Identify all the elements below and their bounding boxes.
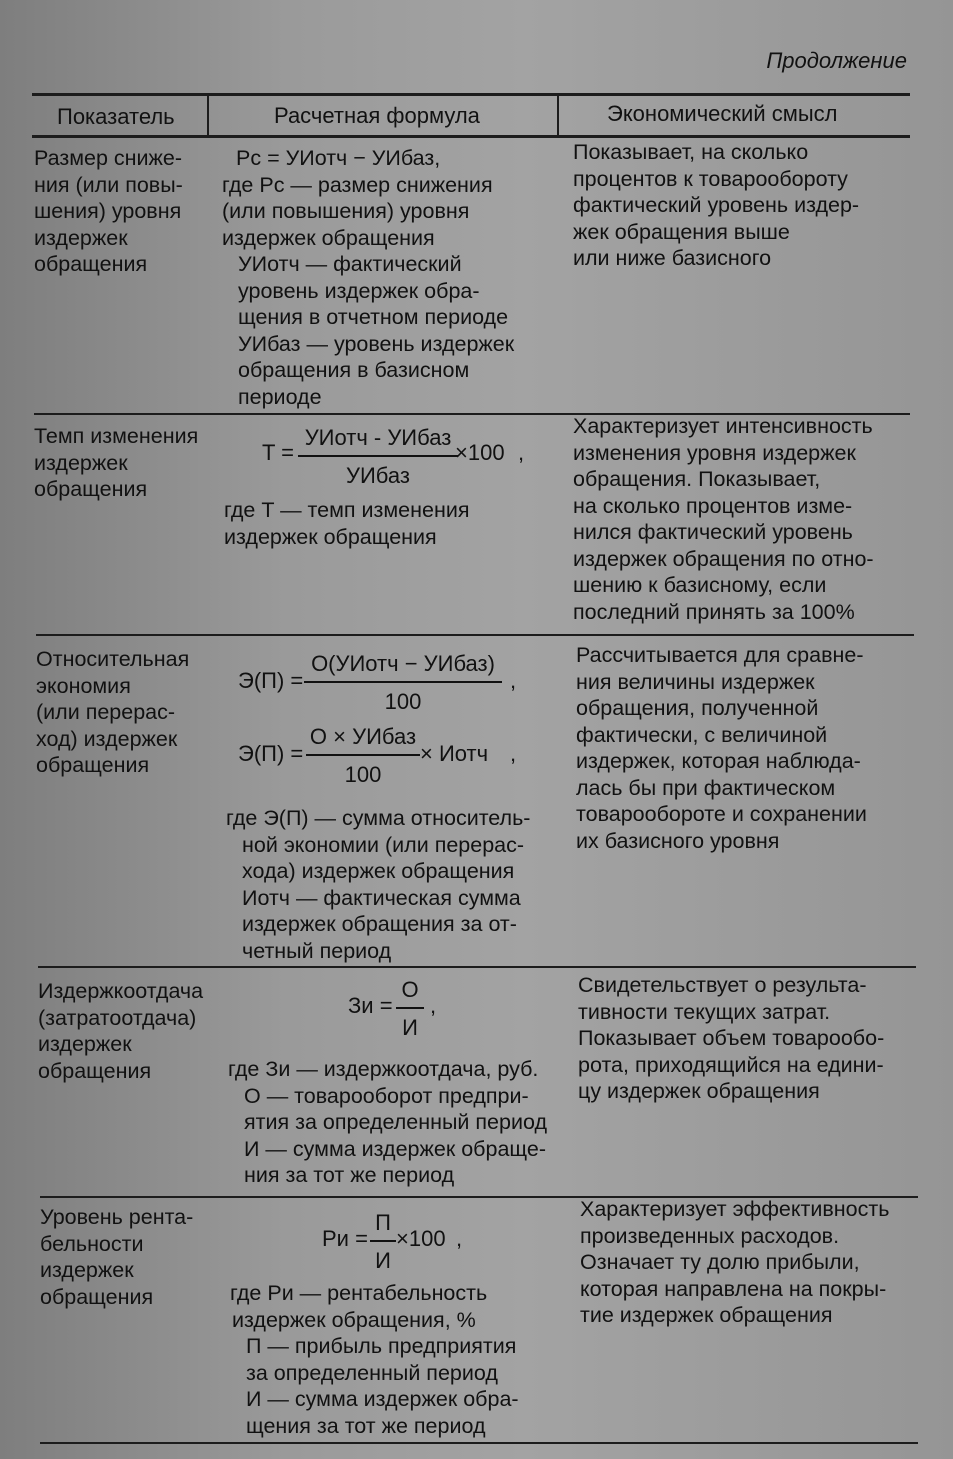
row5-formula-text: где Ри — рентабельность издержек обращения, % П — прибыль предприятия за определенный период И — сумма издержек обра- щения за тот же период bbox=[230, 1281, 519, 1438]
row-divider-2 bbox=[36, 634, 914, 636]
row5-formula-numerator: П bbox=[375, 1210, 391, 1235]
header-divider-1 bbox=[207, 93, 209, 137]
row3-meaning: Рассчитывается для сравне- ния величины издержек обращения, полученной фактически, с величиной издержек, которая наблюда- лась бы при фактическом товарообороте и сохранении их базисного уровня bbox=[576, 643, 867, 853]
header-meaning: Экономический смысл bbox=[607, 101, 838, 126]
row4-indicator: Издержкоотдача (затратоотдача) издержек обращения bbox=[38, 979, 204, 1083]
row3-formula1-denominator: 100 bbox=[384, 689, 422, 714]
row1-formula: Pc = УИотч − УИбаз, где Pc — размер снижения (или повышения) уровня издержек обращения УИотч — фактический уровень издержек обра- щения в отчетном периоде УИбаз — уровень издержек обращения в базисном периоде bbox=[222, 146, 515, 409]
row5-formula-bar bbox=[370, 1240, 396, 1242]
row3-formula1-fraction bbox=[304, 651, 502, 715]
row3-formula2-bar bbox=[306, 754, 420, 756]
row3-formula-text: где Э(П) — сумма относитель- ной экономии (или перерас- хода) издержек обращения Иотч — фактическая сумма издержек обращения за от- четный период bbox=[226, 806, 531, 963]
row4-formula-text: где Зи — издержкоотдача, руб. О — товарооборот предпри- ятия за определенный период И — сумма издержек обраще- ния за тот же период bbox=[228, 1057, 548, 1187]
row2-formula-bar bbox=[298, 455, 458, 457]
row3-formula1-comma: , bbox=[510, 668, 517, 693]
row3-formula2-comma: , bbox=[510, 741, 517, 766]
table-top-rule bbox=[32, 93, 910, 96]
row4-formula-numerator: О bbox=[401, 977, 419, 1002]
row5-formula-lhs: Ри = bbox=[322, 1226, 368, 1251]
row2-formula-denominator: УИбаз bbox=[346, 463, 410, 488]
row4-formula-lhs: Зи = bbox=[348, 993, 393, 1018]
row5-formula-denominator: И bbox=[375, 1248, 391, 1273]
header-formula: Расчетная формула bbox=[274, 103, 480, 128]
header-indicator: Показатель bbox=[57, 104, 175, 129]
row3-formula2-lhs: Э(П) = bbox=[238, 741, 304, 766]
row3-formula2-numerator: О × УИбаз bbox=[309, 724, 417, 749]
row2-meaning: Характеризует интенсивность изменения уровня издержек обращения. Показывает, на сколько процентов изме- нился фактический уровень издержек обращения по отно- шению к базисному, если последний принять за 100% bbox=[573, 414, 874, 624]
row-divider-3 bbox=[38, 966, 916, 968]
row2-formula-numerator: УИотч - УИбаз bbox=[304, 425, 452, 450]
row3-indicator: Относительная экономия (или перерас- ход) издержек обращения bbox=[36, 647, 190, 777]
row2-formula-fraction bbox=[298, 425, 458, 489]
row4-formula-bar bbox=[396, 1007, 424, 1009]
row4-meaning: Свидетельствует о результа- тивности текущих затрат. Показывает объем товарообо- рота, приходящийся на едини- цу издержек обращения bbox=[578, 973, 885, 1103]
table-bottom-rule bbox=[40, 1442, 918, 1444]
header-bottom-rule bbox=[32, 135, 910, 138]
header-divider-2 bbox=[557, 93, 559, 137]
row1-indicator: Размер сниже- ния (или повы- шения) уровня издержек обращения bbox=[34, 146, 183, 276]
row5-formula-fraction bbox=[370, 1210, 396, 1274]
row5-indicator: Уровень рента- бельности издержек обращения bbox=[40, 1205, 194, 1309]
row4-formula-comma: , bbox=[430, 993, 437, 1018]
row2-formula-comma: , bbox=[518, 440, 525, 465]
row1-meaning: Показывает, на сколько процентов к товарообороту фактический уровень издер- жек обращения выше или ниже базисного bbox=[573, 140, 860, 270]
row3-formula1-numerator: О(УИотч − УИбаз) bbox=[311, 651, 495, 676]
row3-formula2-tail: × Иотч bbox=[420, 741, 489, 766]
row2-formula-text: где T — темп изменения издержек обращения bbox=[224, 498, 470, 549]
row3-formula1-lhs: Э(П) = bbox=[238, 668, 304, 693]
row5-meaning: Характеризует эффективность произведенных расходов. Означает ту долю прибыли, которая направлена на покры- тие издержек обращения bbox=[580, 1197, 890, 1327]
continuation-label: Продолжение bbox=[766, 48, 907, 73]
row3-formula2-denominator: 100 bbox=[344, 762, 382, 787]
row2-formula-lhs: T = bbox=[262, 440, 295, 465]
row3-formula1-bar bbox=[304, 681, 502, 683]
row4-formula-denominator: И bbox=[402, 1015, 418, 1040]
row5-formula-comma: , bbox=[456, 1226, 463, 1251]
row4-formula-fraction bbox=[396, 977, 424, 1041]
row2-formula-tail: ×100 bbox=[455, 440, 505, 465]
row3-formula2-fraction bbox=[306, 724, 420, 788]
row2-indicator: Темп изменения издержек обращения bbox=[34, 424, 199, 501]
row5-formula-tail: ×100 bbox=[396, 1226, 446, 1251]
